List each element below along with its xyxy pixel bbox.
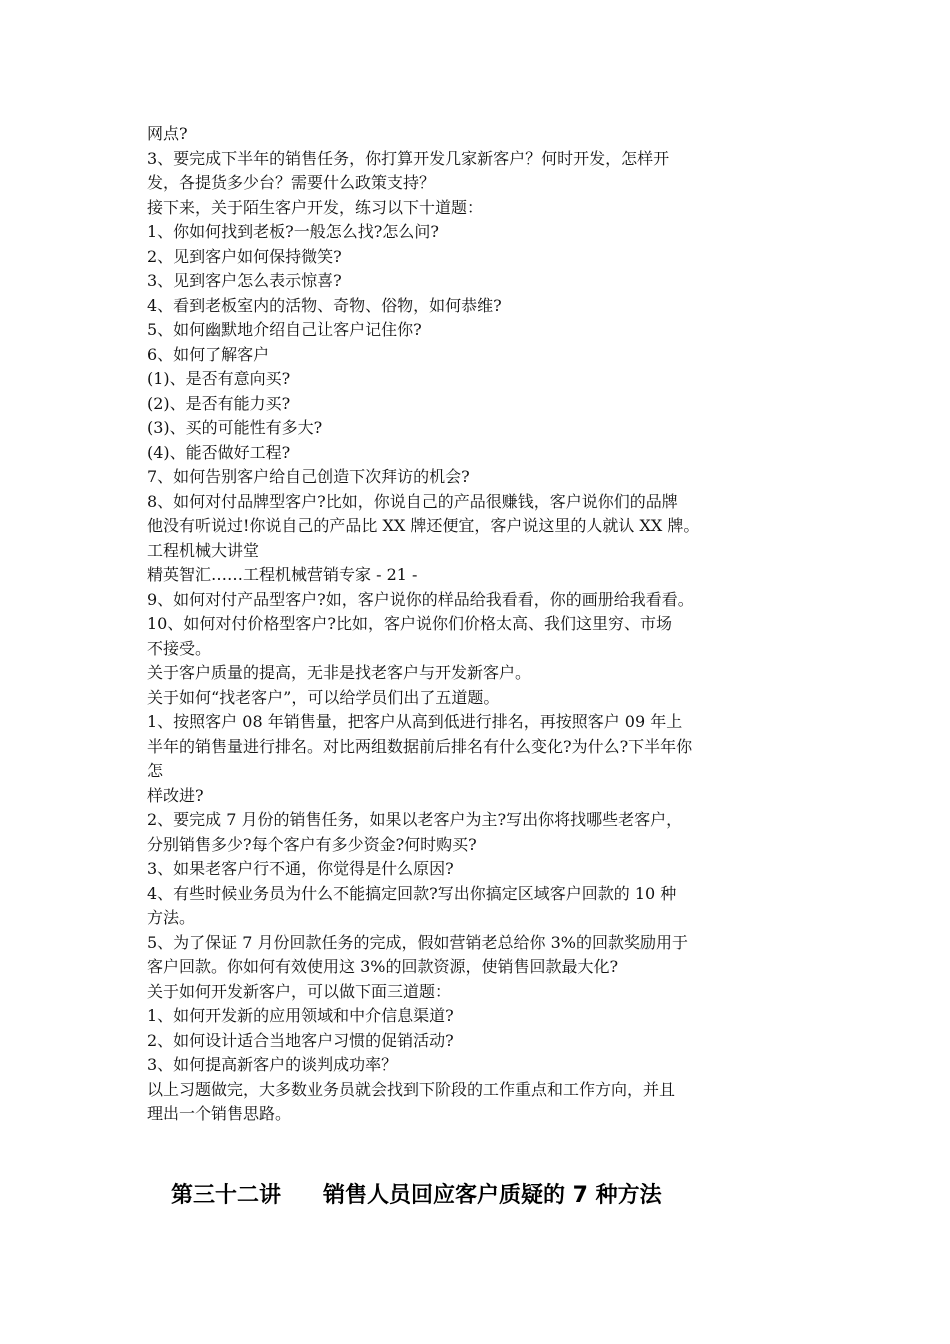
text-line: 8、如何对付品牌型客户?比如，你说自己的产品很赚钱，客户说你们的品牌 <box>147 491 678 511</box>
text-line: 5、为了保证 7 月份回款任务的完成，假如营销老总给你 3%的回款奖励用于 <box>147 932 689 952</box>
body-text <box>147 122 827 1127</box>
text-line: 以上习题做完，大多数业务员就会找到下阶段的工作重点和工作方向，并且 <box>147 1079 676 1099</box>
text-line: 样改进? <box>147 785 204 805</box>
text-line: 10、如何对付价格型客户?比如，客户说你们价格太高、我们这里穷、市场 <box>147 614 672 633</box>
text-line: 4、有些时候业务员为什么不能搞定回款?写出你搞定区域客户回款的 10 种 <box>147 883 677 903</box>
text-line: 接下来，关于陌生客户开发，练习以下十道题： <box>147 197 484 217</box>
text-line: 怎 <box>147 761 164 780</box>
text-line: 7、如何告别客户给自己创造下次拜访的机会? <box>147 467 470 486</box>
text-line: 3、如果老客户行不通，你觉得是什么原因? <box>147 859 454 878</box>
text-line: 关于客户质量的提高，无非是找老客户与开发新客户。 <box>147 663 532 682</box>
text-line: 分别销售多少?每个客户有多少资金?何时购买? <box>147 834 477 854</box>
text-line: 关于如何“找老客户”，可以给学员们出了五道题。 <box>147 687 500 707</box>
text-line: 工程机械大讲堂 <box>147 540 260 560</box>
text-line: 1、如何开发新的应用领域和中介信息渠道? <box>147 1006 454 1025</box>
text-line: 他没有听说过!你说自己的产品比 XX 牌还便宜，客户说这里的人就认 XX 牌。 <box>147 516 700 535</box>
lecture-number: 第三十二讲 <box>171 1183 282 1208</box>
text-line: 精英智汇……工程机械营销专家 - 21 - <box>147 565 418 584</box>
section-heading <box>171 1178 871 1214</box>
text-line: (4)、能否做好工程? <box>147 442 291 462</box>
text-line: 3、如何提高新客户的谈判成功率？ <box>147 1055 398 1074</box>
text-line: 网点? <box>147 124 188 143</box>
text-line: 关于如何开发新客户，可以做下面三道题： <box>147 981 452 1001</box>
text-line: 1、你如何找到老板?一般怎么找?怎么问? <box>147 222 439 241</box>
text-line: 6、如何了解客户 <box>147 344 270 364</box>
text-line: 3、见到客户怎么表示惊喜? <box>147 271 342 290</box>
text-line: 4、看到老板室内的活物、奇物、俗物，如何恭维? <box>147 295 502 315</box>
text-line: 5、如何幽默地介绍自己让客户记住你? <box>147 320 422 339</box>
text-line: 9、如何对付产品型客户?如，客户说你的样品给我看看，你的画册给我看看。 <box>147 589 694 609</box>
text-line: 2、见到客户如何保持微笑? <box>147 246 342 266</box>
text-line: 理出一个销售思路。 <box>147 1104 292 1123</box>
text-line: (1)、是否有意向买? <box>147 369 291 388</box>
text-line: 不接受。 <box>147 638 212 658</box>
text-line: 发，各提货多少台？需要什么政策支持？ <box>147 173 436 192</box>
text-line: 1、按照客户 08 年销售量，把客户从高到低进行排名，再按照客户 09 年上 <box>147 712 683 731</box>
text-line: 客户回款。你如何有效使用这 3%的回款资源，使销售回款最大化? <box>147 957 619 976</box>
text-line: 2、要完成 7 月份的销售任务，如果以老客户为主?写出你将找哪些老客户， <box>147 810 683 829</box>
text-line: 方法。 <box>147 908 196 927</box>
text-line: (2)、是否有能力买? <box>147 393 291 413</box>
lecture-title: 销售人员回应客户质疑的 7 种方法 <box>323 1183 662 1208</box>
text-line: (3)、买的可能性有多大? <box>147 418 323 437</box>
text-line: 半年的销售量进行排名。对比两组数据前后排名有什么变化?为什么?下半年你 <box>147 736 693 756</box>
text-line: 2、如何设计适合当地客户习惯的促销活动? <box>147 1030 454 1050</box>
text-line: 3、要完成下半年的销售任务，你打算开发几家新客户？何时开发，怎样开 <box>147 148 670 168</box>
